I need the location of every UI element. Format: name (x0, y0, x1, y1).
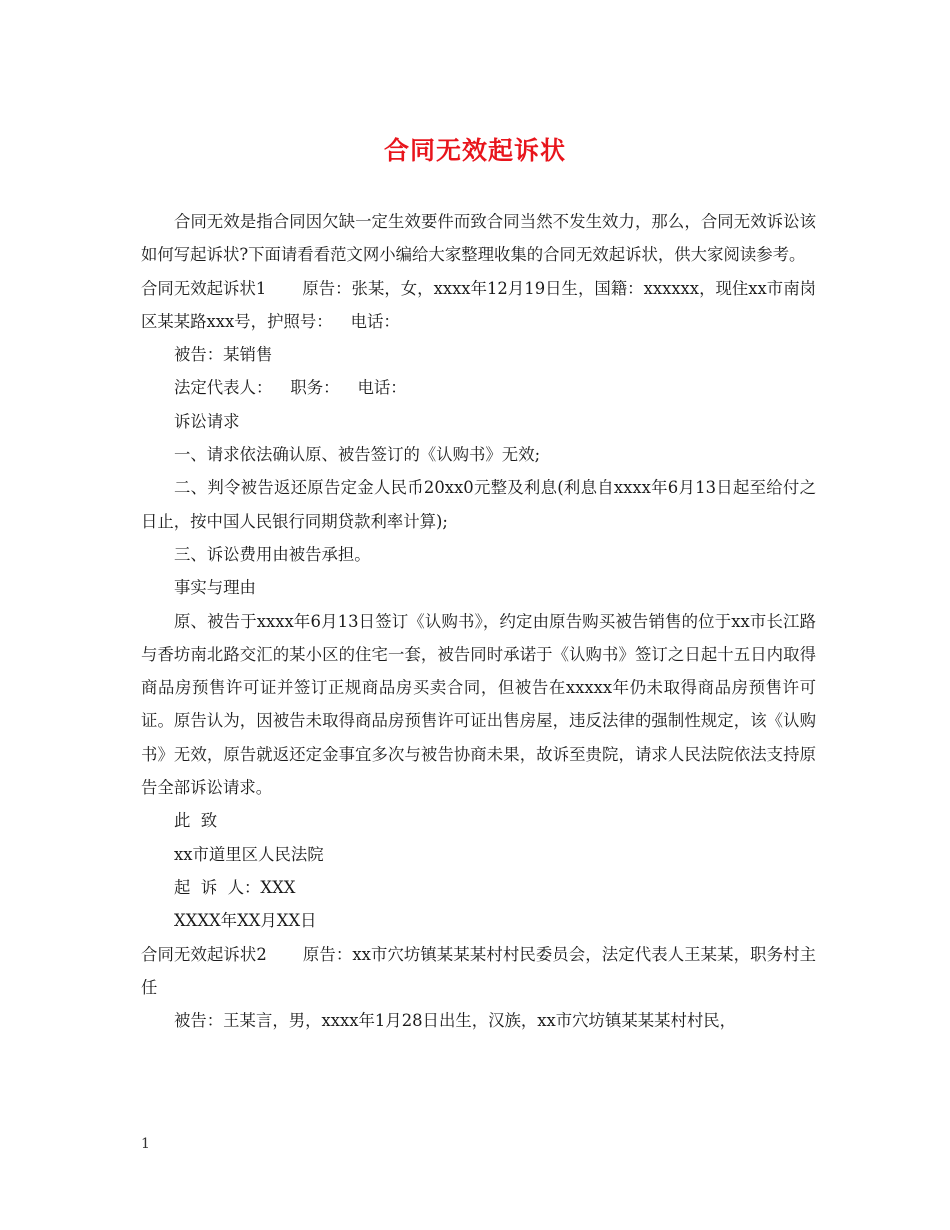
document-title: 合同无效起诉状 (383, 136, 566, 165)
sample1-court: xx市道里区人民法院 (174, 844, 324, 864)
sample1-plaintiff-phone: 电话： (350, 311, 400, 331)
page-number: 1 (141, 1136, 150, 1152)
sample1-date: XXXX年XX月XX日 (174, 911, 317, 931)
sample1-claims-heading: 诉讼请求 (174, 411, 240, 431)
sample1-heading: 合同无效起诉状1 (141, 278, 267, 298)
sample1-defendant: 被告：某销售 (174, 345, 273, 365)
sample1-claim-1: 一、请求依法确认原、被告签订的《认购书》无效; (174, 445, 541, 465)
sample1-salutation: 此 致 (174, 811, 218, 831)
document-body (141, 205, 816, 1037)
sample2-defendant: 被告：王某言，男，xxxx年1月28日出生，汉族，xx市穴坊镇某某某村村民， (174, 1011, 737, 1031)
intro-paragraph: 合同无效是指合同因欠缺一定生效要件而致合同当然不发生效力，那么，合同无效诉讼该如何写起诉状?下面请看看范文网小编给大家整理收集的合同无效起诉状，供大家阅读参考。 (141, 212, 816, 265)
sample1-facts-heading: 事实与理由 (174, 578, 256, 598)
sample2-plaintiff: 原告：xx市穴坊镇某某某村村民委员会，法定代表人王某某，职务村主任 (141, 944, 816, 997)
sample1-signer: 起 诉 人：XXX (174, 877, 296, 897)
sample1-plaintiff-paragraph (141, 272, 816, 339)
sample2-plaintiff-paragraph (141, 938, 816, 1005)
sample1-representative-line (141, 371, 816, 404)
sample1-rep-phone: 电话： (357, 378, 407, 398)
sample2-heading: 合同无效起诉状2 (141, 944, 267, 964)
sample1-claim-3: 三、诉讼费用由被告承担。 (174, 544, 371, 564)
sample1-rep-post: 职务： (290, 378, 340, 398)
sample1-claim-2: 二、判令被告返还原告定金人民币20xx0元整及利息(利息自xxxx年6月13日起至给付之日止，按中国人民银行同期贷款利率计算); (141, 478, 816, 531)
sample1-rep-label: 法定代表人： (174, 378, 273, 398)
sample1-plaintiff: 原告：张某，女，xxxx年12月19日生，国籍：xxxxxx，现住xx市南岗区某某路xxx号，护照号： (141, 278, 816, 331)
sample1-facts: 原、被告于xxxx年6月13日签订《认购书》，约定由原告购买被告销售的位于xx市长江路与香坊南北路交汇的某小区的住宅一套，被告同时承诺于《认购书》签订之日起十五日内取得商品房预售许可证并签订正规商品房买卖合同，但被告在xxxxx年仍未取得商品房预售许可证。原告认为，因被告未取得商品房预售许可证出售房屋，违反法律的强制性规定，该《认购书》无效，原告就返还定金事宜多次与被告协商未果，故诉至贵院，请求人民法院依法支持原告全部诉讼请求。 (141, 611, 816, 798)
